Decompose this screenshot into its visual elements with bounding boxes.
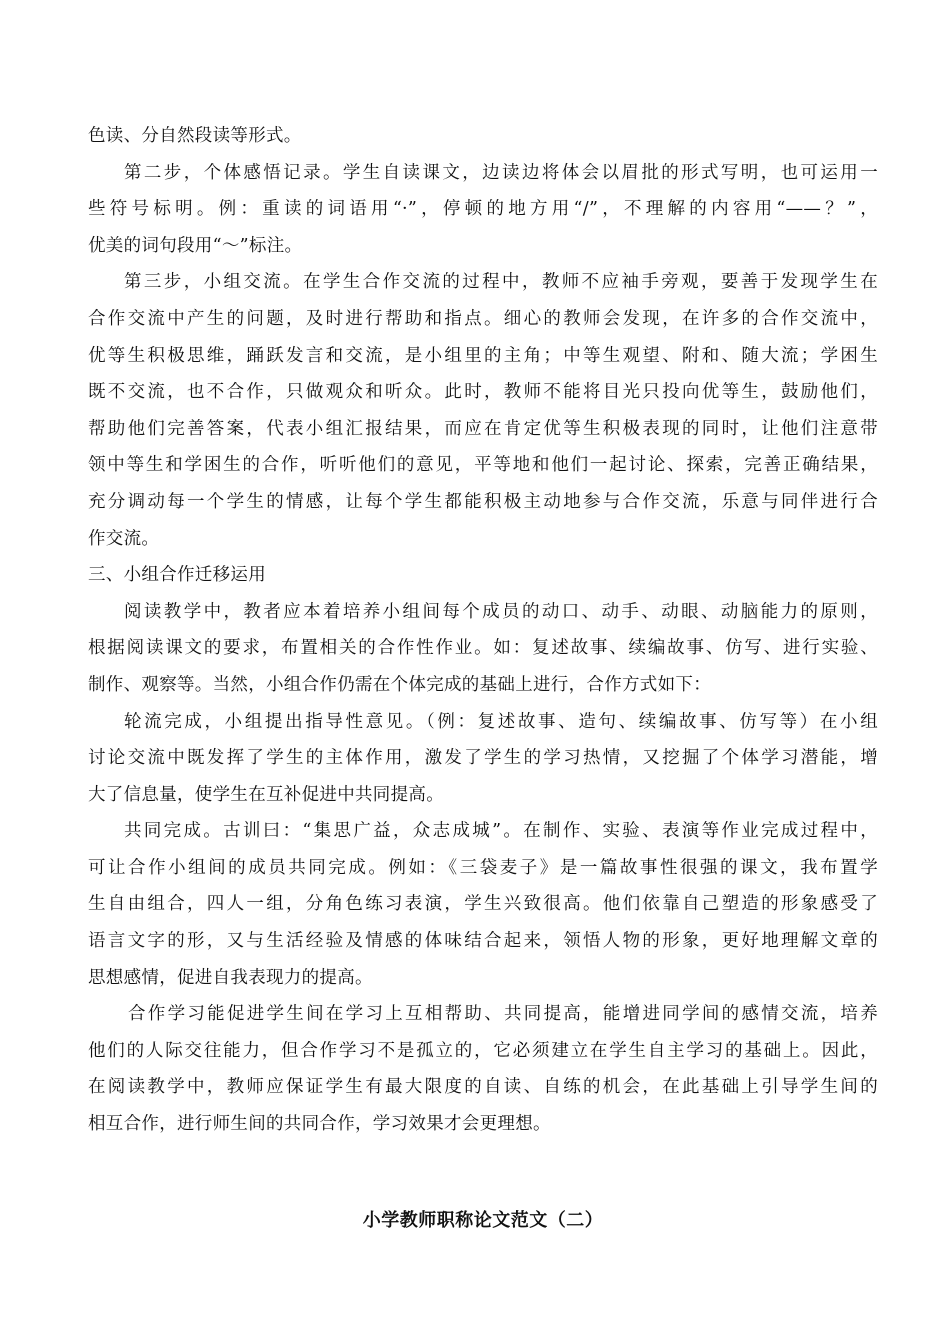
text-line: 作交流。 xyxy=(88,528,160,549)
text-line: 思想感情，促进自我表现力的提高。 xyxy=(88,967,373,988)
text-line: 制作、观察等。当然，小组合作仍需在个体完成的基础上进行，合作方式如下： xyxy=(88,674,711,695)
text-line: 领中等生和学困生的合作，听听他们的意见，平等地和他们一起讨论、探索，完善正确结果， xyxy=(88,455,878,476)
text-line: 大了信息量，使学生在互补促进中共同提高。 xyxy=(88,784,444,805)
text-line: 可让合作小组间的成员共同完成。例如：《三袋麦子》是一篇故事性很强的课文，我布置学 xyxy=(88,857,878,878)
text-line: 优美的词句段用“～”标注。 xyxy=(88,235,303,256)
section-heading: 三、小组合作迁移运用 xyxy=(88,565,266,586)
text-line: 色读、分自然段读等形式。 xyxy=(88,126,302,146)
text-line: 语言文字的形，又与生活经验及情感的体味结合起来，领悟人物的形象，更好地理解文章的 xyxy=(88,931,878,952)
text-line: 根据阅读课文的要求，布置相关的合作性作业。如：复述故事、续编故事、仿写、进行实验、 xyxy=(88,638,878,659)
spacer xyxy=(88,1143,878,1203)
text-line: 他们的人际交往能力，但合作学习不是孤立的，它必须建立在学生自主学习的基础上。因此， xyxy=(88,1040,878,1061)
text-line: 第三步，小组交流。在学生合作交流的过程中，教师不应袖手旁观，要善于发现学生在 xyxy=(124,272,878,293)
text-line: 既不交流，也不合作，只做观众和听众。此时，教师不能将目光只投向优等生，鼓励他们， xyxy=(88,382,878,403)
text-line: 阅读教学中，教者应本着培养小组间每个成员的动口、动手、动眼、动脑能力的原则， xyxy=(124,601,878,622)
text-line: 讨论交流中既发挥了学生的主体作用，激发了学生的学习热情，又挖掘了个体学习潜能，增 xyxy=(88,748,878,769)
text-line: 合作学习能促进学生间在学习上互相帮助、共同提高，能增进同学间的感情交流，培养 xyxy=(128,1004,878,1025)
text-line: 优等生积极思维，踊跃发言和交流，是小组里的主角；中等生观望、附和、随大流；学困生 xyxy=(88,345,878,366)
text-line: 帮助他们完善答案，代表小组汇报结果，而应在肯定优等生积极表现的同时，让他们注意带 xyxy=(88,418,878,439)
text-line: 在阅读教学中，教师应保证学生有最大限度的自读、自练的机会，在此基础上引导学生间的 xyxy=(88,1077,878,1098)
page-title: 小学教师职称论文范文（二） xyxy=(362,1209,604,1231)
text-line: 共同完成。古训曰：“集思广益，众志成城”。在制作、实验、表演等作业完成过程中， xyxy=(124,821,878,842)
text-line: 些符号标明。例：重读的词语用“·”，停顿的地方用“/”，不理解的内容用“——？”， xyxy=(88,199,878,220)
text-line: 轮流完成，小组提出指导性意见。（例：复述故事、造句、续编故事、仿写等）在小组 xyxy=(124,711,878,732)
document-page xyxy=(88,118,878,1239)
text-line: 生自由组合，四人一组，分角色练习表演，学生兴致很高。他们依靠自己塑造的形象感受了 xyxy=(88,894,878,915)
text-line: 相互合作，进行师生间的共同合作，学习效果才会更理想。 xyxy=(88,1114,551,1135)
text-line: 充分调动每一个学生的情感，让每个学生都能积极主动地参与合作交流，乐意与同伴进行合 xyxy=(88,491,878,512)
text-line: 第二步，个体感悟记录。学生自读课文，边读边将体会以眉批的形式写明，也可运用一 xyxy=(124,162,878,183)
text-line: 合作交流中产生的问题，及时进行帮助和指点。细心的教师会发现，在许多的合作交流中， xyxy=(88,308,878,329)
